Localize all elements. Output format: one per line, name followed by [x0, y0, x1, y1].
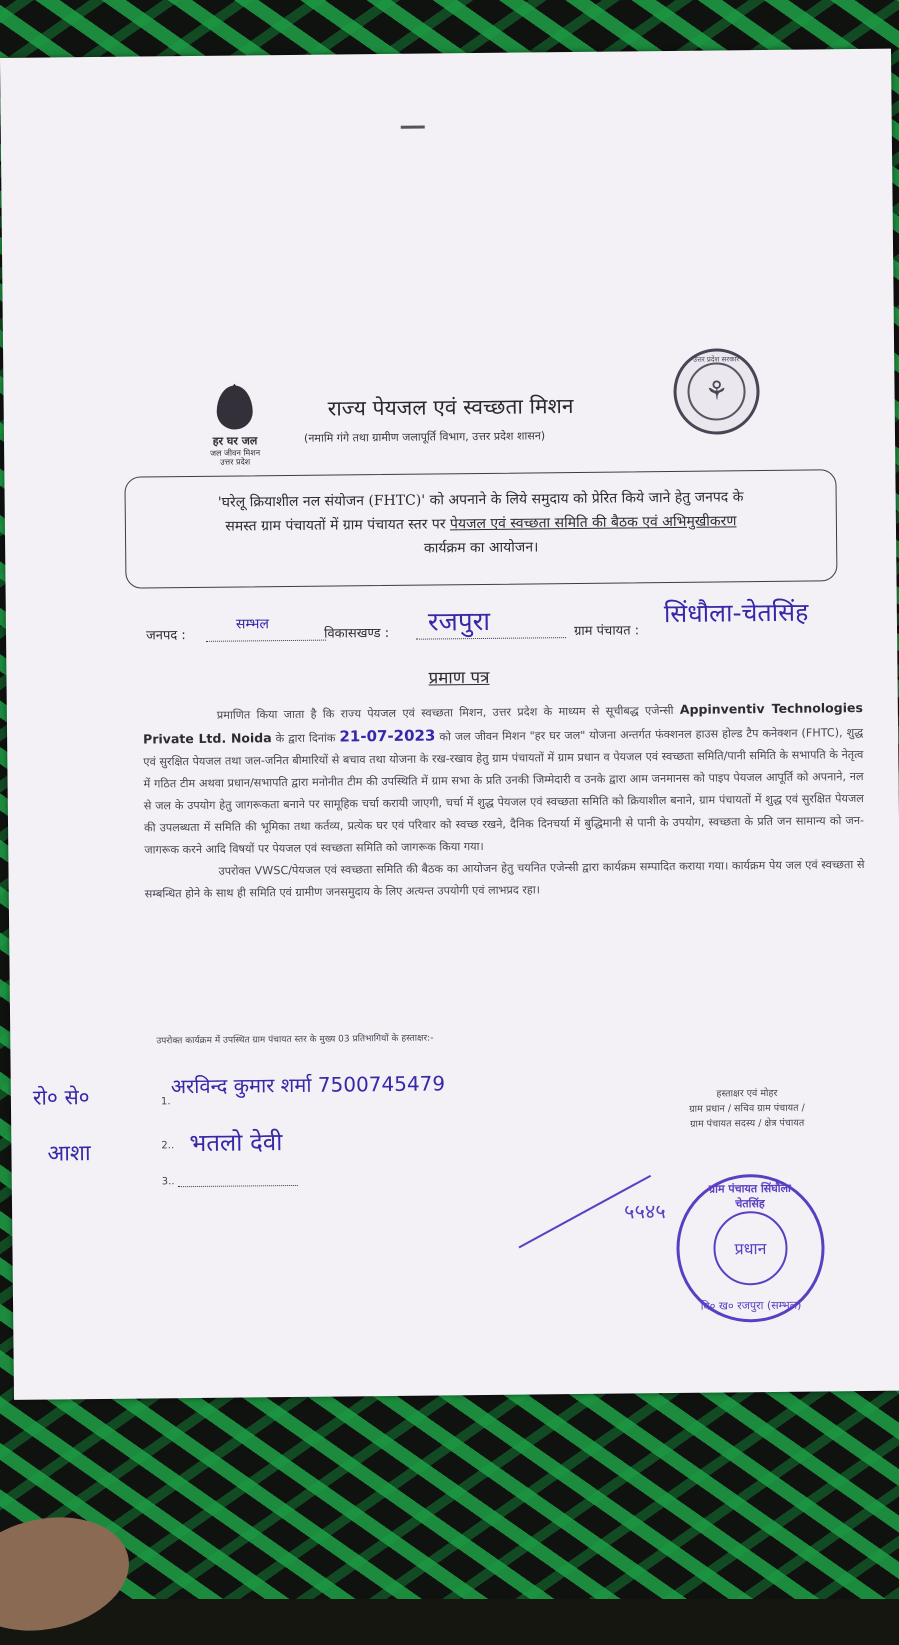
document-page: [0, 49, 899, 1400]
participant1-role: रो० से०: [32, 1085, 90, 1110]
signature-role1: ग्राम प्रधान / सचिव ग्राम पंचायत /: [689, 1102, 805, 1115]
certificate-body: [143, 697, 865, 906]
event-date: 21-07-2023: [339, 726, 436, 746]
mission-subtitle: (नमामि गंगे तथा ग्रामीण जलापूर्ति विभाग, उत्तर प्रदेश शासन): [303, 429, 546, 445]
subject-line2-underlined: पेयजल एवं स्वच्छता समिति की बैठक एवं अभिमुखीकरण: [449, 513, 737, 533]
letterhead: [304, 391, 645, 446]
signature-role2: ग्राम पंचायत सदस्य / क्षेत्र पंचायत: [690, 1117, 805, 1130]
participant3-number: 3..: [161, 1176, 175, 1188]
body-p2: उपरोक्त VWSC/पेयजल एवं स्वच्छता समिति की बैठक का आयोजन हेतु चयनित एजेन्सी द्वारा कार्यक्रम सम्पादित कराया गया। कार्यक्रम पेय जल एवं स्वच्छता से सम्बन्धित होने के साथ ही समिति एवं ग्रामीण जनसमुदाय के लिए अत्यन्त उपयोगी एवं लाभप्रद रहा।: [144, 857, 865, 901]
block-label: विकासखण्ड :: [323, 625, 390, 642]
subject-line2-plain: समस्त ग्राम पंचायतों में ग्राम पंचायत स्तर पर: [225, 516, 446, 535]
participant2-signature: भतलो देवी: [189, 1128, 283, 1158]
pradhan-signature: ५५४५: [623, 1199, 666, 1224]
logo-sub1: जल जीवन मिशन: [210, 448, 261, 458]
subject-box: [124, 469, 837, 588]
body-p1c: को जल जीवन मिशन "हर घर जल" योजना अन्तर्गत फंक्शनल हाउस होल्ड टैप कनेक्शन (FHTC), शुद्ध एवं सुरक्षित पेयजल तथा जल-जनित बीमारियों से बचाव तथा योजना के रख-रखाव हेतु ग्राम पंचायतों में ग्राम प्रधान व पेयजल एवं स्वच्छता समिति/पानी समिति के सभापति के नेतृत्व में गठित टीम अथवा प्रधान/सभापति द्वारा मनोनीत टीम की उपस्थिति में ग्राम सभा के प्रति उनकी जिम्मेदारी व उनके द्वारा आम जनमानस को पाइप पेयजल आपूर्ति को अपनाने, नल से जल के उपयोग हेतु जागरूकता बनाने पर सामूहिक चर्चा करायी जाएगी, चर्चा में शुद्ध पेयजल एवं स्वच्छता समिति को क्रियाशील बनाने, ग्राम पंचायतों में शुद्ध एवं सुरक्षित पेयजल की उपलब्धता में समिति की भूमिका तथा कर्तव्य, प्रत्येक घर एवं परिवार को स्वच्छ रखने, दैनिक दिनचर्या में बुद्धिमानी से पानी के उपयोग, स्वच्छता के प्रति जन सामान्य को जन-जागरूक करने आदि विषयों पर पेयजल एवं स्वच्छता समिति को जागरूक किया गया।: [143, 725, 865, 857]
district-value: सम्भल: [235, 616, 270, 633]
subject-line1: 'घरेलू क्रियाशील नल संयोजन (FHTC)' को अपनाने के लिये समुदाय को प्रेरित किये जाने हेतु जनपद के: [217, 489, 744, 511]
subject-line3: कार्यक्रम का आयोजन।: [423, 539, 539, 557]
participant1-signature: अरविन्द कुमार शर्मा 7500745479: [170, 1071, 446, 1099]
pradhan-stamp: [676, 1173, 826, 1323]
stamp-center-text: प्रधान: [713, 1211, 788, 1286]
participant1-number: 1.: [160, 1096, 171, 1108]
certificate-title: प्रमाण पत्र: [428, 667, 490, 689]
location-fields: [145, 597, 866, 646]
signature-block: [647, 1085, 847, 1132]
block-value: रजपुरा: [427, 606, 491, 638]
participant3-line: [178, 1175, 298, 1187]
district-label: जनपद :: [145, 628, 186, 644]
body-p1b: के द्वारा दिनांक: [275, 731, 336, 746]
up-government-emblem: [673, 348, 760, 435]
emblem-text: उत्तर प्रदेश सरकार: [693, 355, 740, 364]
body-p1a: प्रमाणित किया जाता है कि राज्य पेयजल एवं स्वच्छता मिशन, उत्तर प्रदेश के माध्यम से सूचीबद्ध एजेन्सी: [216, 703, 674, 722]
emblem-fish-icon: ⚘: [687, 362, 746, 421]
participant2-number: 2..: [161, 1140, 175, 1152]
water-drop-icon: [216, 385, 252, 429]
gram-panchayat-label: ग्राम पंचायत :: [573, 623, 640, 640]
har-ghar-jal-logo: [199, 385, 270, 467]
agency-name: Appinventiv Technologies Private Ltd. Noida: [143, 700, 863, 747]
logo-sub2: उत्तर प्रदेश: [220, 457, 251, 467]
logo-label: हर घर जल: [212, 434, 258, 448]
participant2-role: आशा: [47, 1141, 91, 1167]
participants-intro: उपरोक्त कार्यक्रम में उपस्थित ग्राम पंचायत स्तर के मुख्य 03 प्रतिभागियों के हस्ताक्षर:-: [156, 1033, 434, 1047]
mission-title: राज्य पेयजल एवं स्वच्छता मिशन: [327, 394, 574, 421]
stamp-bottom-text: वि० ख० रजपुरा (सम्भल): [700, 1298, 802, 1313]
stamp-top-text: ग्राम पंचायत सिंघौला चेतसिंह: [708, 1181, 791, 1211]
staple: [401, 126, 425, 129]
gram-panchayat-value: सिंधौला-चेतसिंह: [663, 597, 809, 629]
signature-heading: हस्ताक्षर एवं मोहर: [716, 1087, 778, 1100]
